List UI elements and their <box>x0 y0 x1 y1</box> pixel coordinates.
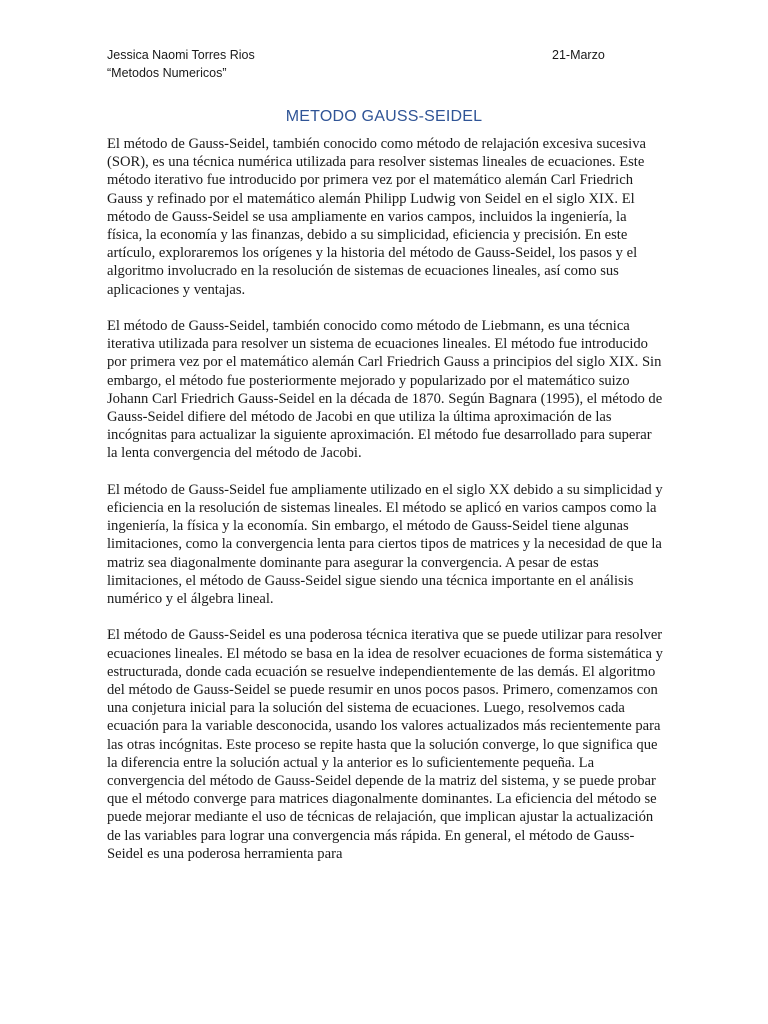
document-title: METODO GAUSS-SEIDEL <box>285 108 483 125</box>
paragraph-1: El método de Gauss-Seidel, también conocido como método de relajación excesiva sucesiva (SOR), es una técnica numérica utilizada para resolver sistemas lineales de ecuaciones. Este método iterativo fue introducido por primera vez por el matemático alemán Carl Friedrich Gauss y refinado por el matemático alemán Philipp Ludwig von Seidel en el siglo XIX. El método de Gauss-Seidel se usa ampliamente en varios campos, incluidos la ingeniería, la física, la economía y las finanzas, debido a su simplicidad, eficiencia y precisión. En este artículo, exploraremos los orígenes y la historia del método de Gauss-Seidel, los pasos y el algoritmo involucrado en la resolución de sistemas de ecuaciones lineales, así como sus aplicaciones y ventajas. <box>107 136 646 298</box>
paragraph-3: El método de Gauss-Seidel fue ampliamente utilizado en el siglo XX debido a su simplicidad y eficiencia en la resolución de sistemas lineales. El método se aplicó en varios campos como la ingeniería, la física y la economía. Sin embargo, el método de Gauss-Seidel tiene algunas limitaciones, como la convergencia lenta para ciertos tipos de matrices y la necesidad de que la matriz sea diagonalmente dominante para asegurar la convergencia. A pesar de estas limitaciones, el método de Gauss-Seidel sigue siendo una técnica importante en el análisis numérico y el álgebra lineal. <box>107 481 663 608</box>
document-body <box>107 135 663 863</box>
document-header <box>107 46 607 82</box>
paragraph-2: El método de Gauss-Seidel, también conocido como método de Liebmann, es una técnica iterativa utilizada para resolver un sistema de ecuaciones lineales. El método fue introducido por primera vez por el matemático alemán Carl Friedrich Gauss a principios del siglo XIX. Sin embargo, el método fue posteriormente mejorado y popularizado por el matemático suizo Johann Carl Friedrich Gauss-Seidel en la década de 1870. Según Bagnara (1995), el método de Gauss-Seidel difiere del método de Jacobi en que utiliza la última aproximación de las incógnitas para actualizar la siguiente aproximación. El método fue desarrollado para superar la lenta convergencia del método de Jacobi. <box>107 318 663 462</box>
author-name: Jessica Naomi Torres Rios <box>107 48 255 62</box>
paragraph-4: El método de Gauss-Seidel es una poderosa técnica iterativa que se puede utilizar para resolver ecuaciones lineales. El método se basa en la idea de resolver ecuaciones de forma sistemática y estructurada, donde cada ecuación se resuelve independientemente de las demás. El algoritmo del método de Gauss-Seidel se puede resumir en unos pocos pasos. Primero, comenzamos con una conjetura inicial para la solución del sistema de ecuaciones. Luego, resolvemos cada ecuación para la variable desconocida, usando los valores actualizados más recientemente para las otras incógnitas. Este proceso se repite hasta que la solución converge, lo que significa que la diferencia entre la solución actual y la anterior es lo suficientemente pequeña. La convergencia del método de Gauss-Seidel depende de la matriz del sistema, y se puede probar que el método converge para matrices diagonalmente dominantes. La eficiencia del método se puede mejorar mediante el uso de técnicas de relajación, que implican ajustar la actualización de las variables para lograr una convergencia más rápida. En general, el método de Gauss-Seidel es una poderosa herramienta para <box>107 627 663 862</box>
document-date: 21-Marzo <box>552 48 605 62</box>
course-name: “Metodos Numericos” <box>107 66 227 80</box>
